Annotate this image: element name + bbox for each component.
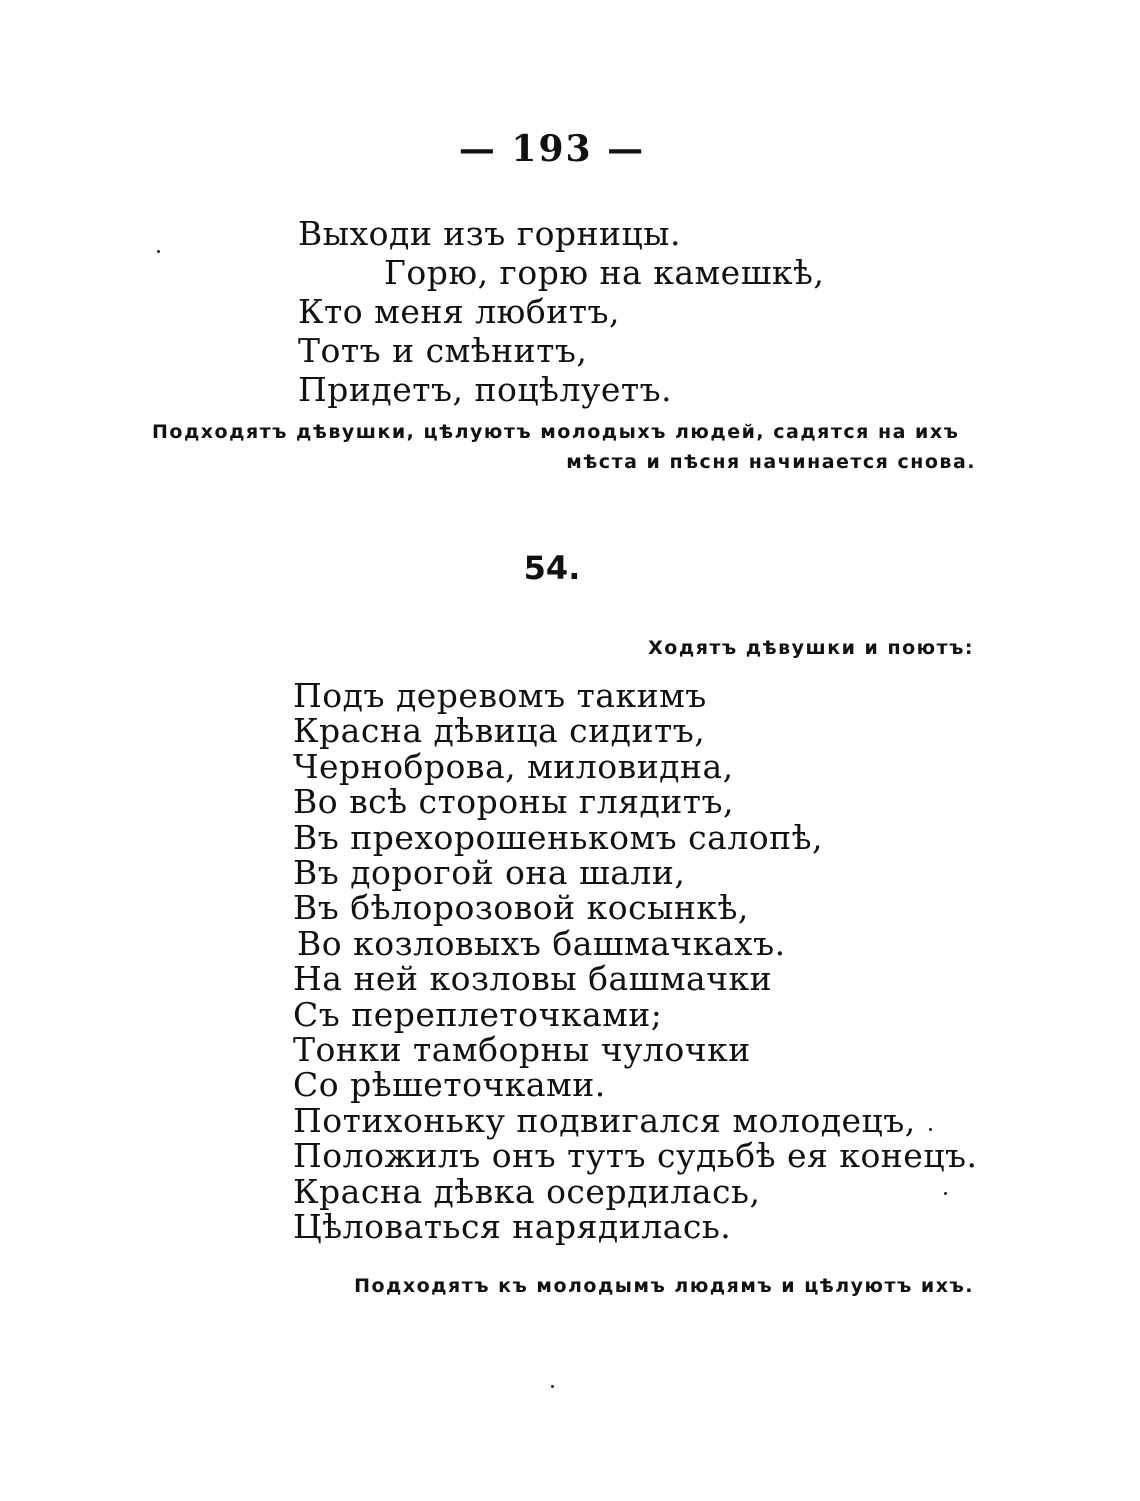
verse-line: Красна дѣвица сидитъ,	[293, 711, 706, 751]
song-number: 54.	[523, 549, 581, 587]
verse-line: Кто меня любитъ,	[298, 292, 620, 331]
verse-stanza-top	[298, 214, 824, 409]
verse-line: Во всѣ стороны глядитъ,	[293, 782, 735, 822]
stage-direction-intro: Ходятъ дѣвушки и поютъ:	[648, 637, 974, 659]
verse-line: Во козловыхъ башмачкахъ.	[297, 923, 786, 963]
verse-line: Тотъ и смѣнитъ,	[298, 331, 588, 370]
print-speck	[157, 250, 160, 253]
verse-stanza-song	[293, 678, 978, 1245]
stage-direction-line: мѣста и пѣсня начинается снова.	[566, 451, 976, 473]
verse-line: Придетъ, поцѣлуетъ.	[298, 370, 673, 409]
print-speck	[929, 1128, 932, 1131]
verse-line: Цѣловаться нарядилась.	[293, 1207, 732, 1247]
verse-line: Положилъ онъ тутъ судьбѣ ея конецъ.	[293, 1136, 978, 1176]
verse-line: Въ дорогой она шали,	[293, 853, 686, 893]
verse-line: Въ прехорошенькомъ салопѣ,	[293, 817, 824, 857]
page-number: — 193 —	[458, 128, 646, 170]
verse-line: Подъ деревомъ такимъ	[293, 676, 707, 715]
stage-direction-closing: Подходятъ къ молодымъ людямъ и цѣлуютъ ихъ.	[354, 1275, 974, 1297]
stage-direction	[152, 417, 976, 477]
print-speck	[551, 1385, 554, 1388]
stage-direction-line: Подходятъ дѣвушки, цѣлуютъ молодыхъ людей, садятся на ихъ	[152, 421, 960, 443]
verse-line: Горю, горю на камешкѣ,	[384, 253, 825, 292]
verse-line: Потихоньку подвигался молодецъ,	[293, 1100, 916, 1140]
verse-line: На ней козловы башмачки	[293, 959, 773, 999]
verse-line: Выходи изъ горницы.	[298, 214, 682, 253]
verse-line: Съ переплеточками;	[293, 994, 663, 1034]
print-speck	[944, 1192, 947, 1195]
verse-line: Въ бѣлорозовой косынкѣ,	[293, 888, 749, 928]
verse-line: Черноброва, миловидна,	[293, 746, 734, 786]
verse-line: Со рѣшеточками.	[293, 1065, 606, 1105]
verse-line: Тонки тамборны чулочки	[293, 1030, 751, 1070]
verse-line: Красна дѣвка осердилась,	[293, 1171, 761, 1211]
